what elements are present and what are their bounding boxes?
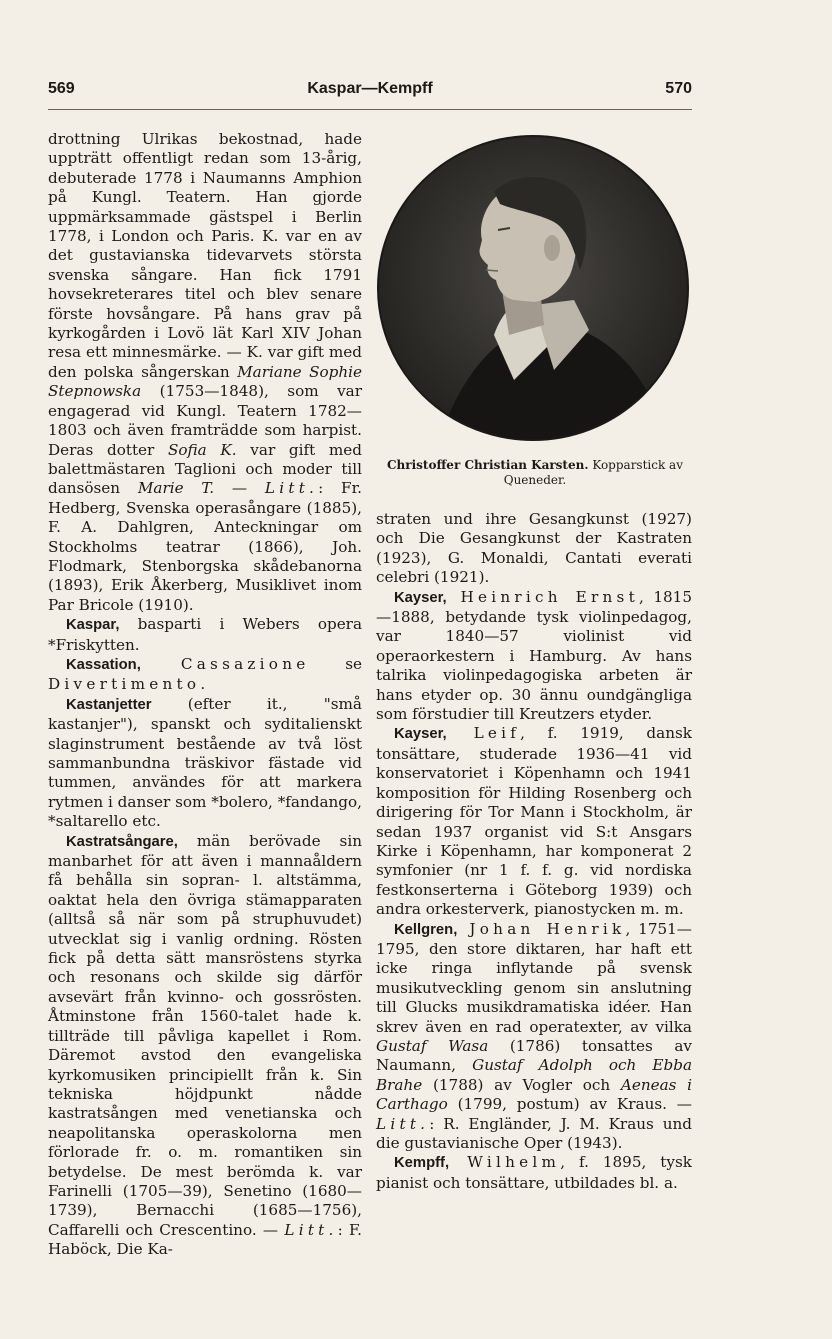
text-span: se bbox=[309, 654, 362, 673]
text-span: : Fr. Hedberg, Svenska operasångare (1885), F. A. Dahlgren, Anteckningar om Stockholms teatrar (1866), Joh. Flodmark, Stenborgska skådebanorna (1893), Erik Åkerberg, Musiklivet inom Par Bricole (1910). bbox=[48, 479, 363, 614]
caption-name: Christoffer Christian Karsten. bbox=[387, 458, 589, 472]
left-page-number: 569 bbox=[48, 80, 75, 97]
text-span: (1799, postum) av Kraus. — bbox=[447, 1095, 692, 1114]
entry-kastanjetter bbox=[48, 695, 362, 832]
text-span: , 1751—1795, den store diktaren, har haft ett icke ringa inflytande på svensk musikutveckling genom sin anslutning till Glucks musikdramatiska idéer. Han skrev även en rad operatexter, av vilka bbox=[376, 919, 692, 1036]
portrait-engraving bbox=[374, 130, 692, 450]
headword: Kayser, bbox=[394, 589, 447, 606]
running-title: Kaspar—Kempff bbox=[307, 80, 433, 97]
text-span: (efter it., "små kastanjer"), spanskt och syditalienskt slaginstrument bestående av två löst sammanbundna träskivor fästade vid tummen, användes för att markera rytmen i danser som *bolero, *fandango, *saltarello etc. bbox=[48, 694, 362, 831]
headword: Kastratsångare, bbox=[66, 833, 178, 850]
spaced-name: Wilhelm bbox=[449, 1153, 561, 1172]
spaced-term: Cassazione bbox=[140, 654, 310, 673]
text-span: , 1815—1888, betydande tysk violinpedagog, var 1840—57 violinist vid operaorkestern i Hamburg. Av hans talrika violinpedagogiska arbeten är hans etyder op. 30 ännu oundgängliga som förstudier till Kreutzers etyder. bbox=[376, 587, 693, 724]
text-span: var gift med balettmästaren Taglioni och moder till dansösen bbox=[48, 440, 363, 498]
spaced-name: Heinrich Ernst bbox=[446, 587, 639, 606]
italic-title: Gustaf Adolph och Ebba Brahe bbox=[376, 1056, 692, 1094]
text-span: (1786) tonsattes av Naumann, bbox=[376, 1036, 692, 1075]
entry-kempff bbox=[376, 1153, 692, 1193]
spaced-term: Divertimento bbox=[48, 675, 201, 694]
litt-label: Litt. bbox=[284, 1220, 338, 1239]
spaced-name: Johan Henrik bbox=[457, 919, 626, 938]
text-span: män berövade sin manbarhet för att även i mannaåldern få behålla sin sopran- l. altstämma, oaktat hela den övriga stämapparaten (alltså så när som på struphuvudet) utvecklat sig i vanlig ordning. Rösten fick på detta sätt mansröstens styrka och resonans och skilde sig därför avsevärt från kvinno- och gossrösten. Åtminstone från 1560-talet hade k. tillträde till påvliga kapellet i Rom. Däremot avstod den evangeliska kyrkomusiken principiellt från k. Sin tekniska höjdpunkt nådde kastratsången med venetianska och neapolitanska operaskolorna men förlorade fr. o. m. romantiken sin betydelse. De mest berömda k. var Farinelli (1705—39), Senetino (1680—1739), Bernacchi (1685—1756), Caffarelli och Crescentino. — bbox=[48, 831, 362, 1239]
spaced-name: Leif bbox=[446, 724, 521, 743]
caption-text: Kopparstick av Queneder. bbox=[503, 458, 683, 487]
left-column bbox=[48, 130, 362, 1260]
headword: Kassation, bbox=[66, 656, 141, 673]
kastrat-litt-continuation: straten und ihre Gesangkunst (1927) och Die Gesangkunst der Kastraten (1923), G. Monaldi, Cantati everati celebri (1921). bbox=[376, 510, 692, 587]
headword: Kellgren, bbox=[394, 921, 458, 938]
litt-label: Litt. bbox=[376, 1114, 430, 1133]
entry-kayser-leif bbox=[376, 724, 692, 919]
entry-kaspar bbox=[48, 615, 362, 655]
italic-title: Gustaf Wasa bbox=[376, 1036, 489, 1055]
italic-name: Mariane Sophie Stepnowska bbox=[48, 362, 362, 401]
text-span: , f. 1919, dansk tonsättare, studerade 1936—41 vid konservatoriet i Köpenhamn och 1941 komposition för Hilding Rosenberg och dirigering för Tor Mann i Stockholm, är sedan 1937 organist vid S:t Ansgars Kirke i Köpenhamn, har komponerat 2 symfonier (nr 1 f. f. g. vid nordiska festkonserterna i Göteborg 1939) och andra orkesterverk, pianostycken m. m. bbox=[376, 724, 692, 919]
text-span: , f. 1895, tysk pianist och tonsättare, utbildades bl. a. bbox=[376, 1153, 692, 1192]
right-column bbox=[376, 510, 692, 1193]
text-span: — bbox=[214, 479, 265, 498]
text-span: drottning Ulrikas bekostnad, hade uppträtt offentligt redan som 13-årig, debuterade 1778 i Naumanns Amphion på Kungl. Teatern. Han gjorde uppmärksammade gästspel i Berlin 1778, i London och Paris. K. var en av det gustavianska tidevarvets största svenska sångare. Han fick 1791 hovsekreterares titel och blev senare förste hovsångare. På hans grav på kyrkogården i Lovö lät Karl XIV Johan resa ett minnesmärke. — K. var gift med den polska sångerskan bbox=[48, 130, 362, 381]
text-span: (1788) av Vogler och bbox=[422, 1075, 621, 1094]
entry-kayser-heinrich bbox=[376, 588, 692, 725]
entry-kastratsangare bbox=[48, 832, 362, 1260]
header-rule bbox=[48, 109, 692, 110]
headword: Kayser, bbox=[394, 726, 447, 743]
entry-kassation bbox=[48, 655, 362, 695]
italic-name: Marie T. bbox=[137, 479, 215, 498]
litt-label: Litt. bbox=[264, 479, 319, 498]
text-span: . bbox=[200, 675, 206, 694]
headword: Kempff, bbox=[394, 1155, 450, 1172]
text-span: : R. Engländer, J. M. Kraus und die gustavianische Oper (1943). bbox=[376, 1114, 692, 1152]
headword: Kaspar, bbox=[66, 617, 120, 634]
text-span: (1753—1848), som var engagerad vid Kungl. Teatern 1782—1803 och även framträdde som harpist. Deras dotter bbox=[48, 382, 362, 459]
portrait-caption bbox=[376, 458, 694, 488]
text-span: : F. Haböck, Die Ka- bbox=[48, 1220, 362, 1259]
running-header bbox=[48, 80, 692, 104]
headword: Kastanjetter bbox=[66, 696, 152, 713]
portrait-image bbox=[374, 130, 692, 450]
text-span: basparti i Webers opera *Friskytten. bbox=[48, 615, 362, 654]
italic-title: Aeneas i Carthago bbox=[376, 1075, 693, 1114]
right-page-number: 570 bbox=[665, 80, 692, 97]
entry-kellgren bbox=[376, 920, 692, 1154]
karsten-entry-continuation bbox=[48, 130, 362, 615]
italic-name: Sofia K. bbox=[168, 440, 237, 459]
